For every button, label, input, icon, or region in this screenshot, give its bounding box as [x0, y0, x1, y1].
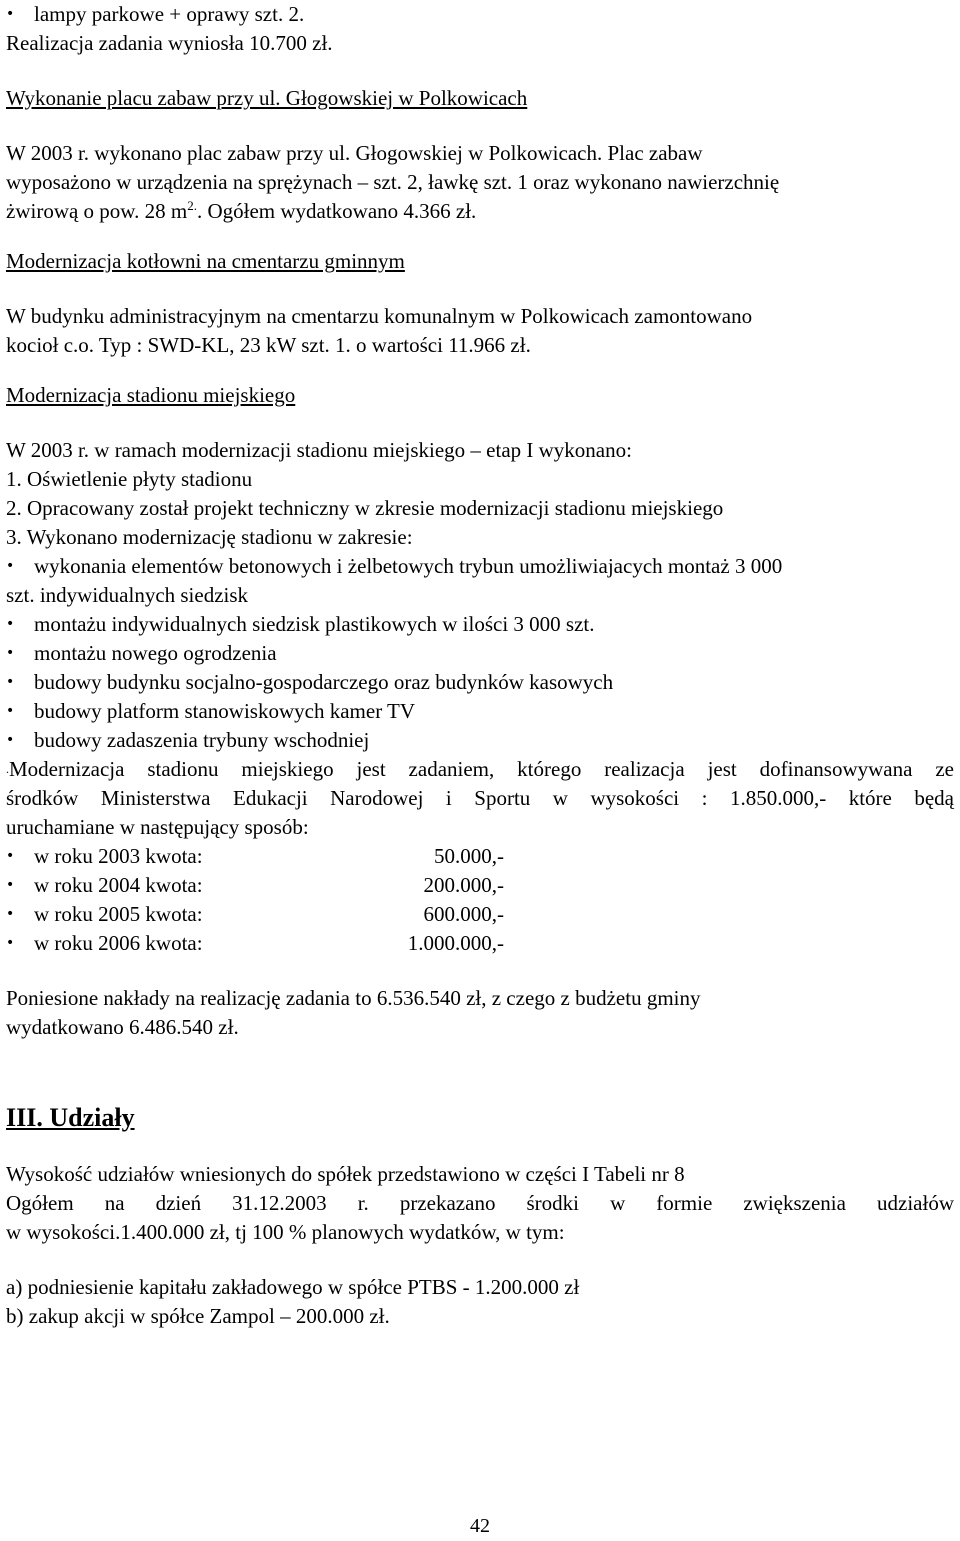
funding-dot: . — [6, 762, 9, 776]
list-item: • montażu nowego ogrodzenia — [6, 639, 954, 668]
shares-line-2: Ogółem na dzień 31.12.2003 r. przekazano środki w formie zwiększenia udziałów — [6, 1191, 954, 1215]
list-item: • budowy zadaszenia trybuny wschodniej — [6, 726, 954, 755]
boiler-heading: Modernizacja kotłowni na cmentarzu gminnym — [6, 249, 405, 273]
payment-label: • w roku 2006 kwota: — [34, 931, 203, 955]
shares-item-b: b) zakup akcji w spółce Zampol – 200.000 zł. — [6, 1304, 390, 1328]
numbered-item-2: 2. Opracowany został projekt techniczny w zkresie modernizacji stadionu miejskiego — [6, 496, 724, 520]
scope-item-continuation: szt. indywidualnych siedzisk — [6, 583, 249, 607]
payment-amount: 600.000,- — [423, 902, 504, 926]
payment-label: • w roku 2005 kwota: — [34, 902, 203, 926]
stadium-heading: Modernizacja stadionu miejskiego — [6, 383, 296, 407]
payment-amount: 1.000.000,- — [407, 931, 504, 955]
payment-label: • w roku 2004 kwota: — [34, 873, 203, 897]
playground-line-3-a: żwirową o pow. 28 m — [6, 199, 188, 223]
funding-line-1-text: Modernizacja stadionu miejskiego jest zadaniem, którego realizacja jest dofinansowywana ze — [9, 757, 954, 781]
numbered-item-1: 1. Oświetlenie płyty stadionu — [6, 467, 253, 491]
playground-line-1: W 2003 r. wykonano plac zabaw przy ul. Głogowskiej w Polkowicach. Plac zabaw — [6, 141, 703, 165]
costs-line-1: Poniesione nakłady na realizację zadania to 6.536.540 zł, z czego z budżetu gminy — [6, 986, 701, 1010]
list-item: • lampy parkowe + oprawy szt. 2. — [6, 0, 954, 29]
scope-bullet-list — [6, 552, 954, 755]
stadium-intro: W 2003 r. w ramach modernizacji stadionu miejskiego – etap I wykonano: — [6, 438, 632, 462]
funding-line-2: środków Ministerstwa Edukacji Narodowej i Sportu w wysokości : 1.850.000,- które będą — [6, 786, 954, 810]
page-number: 42 — [470, 1515, 490, 1537]
payment-row — [6, 871, 954, 900]
scope-item-text: wykonania elementów betonowych i żelbetowych trybun umożliwiajacych montaż 3 000 — [34, 554, 783, 578]
funding-line-1 — [6, 755, 954, 784]
shares-line-3: w wysokości.1.400.000 zł, tj 100 % planowych wydatków, w tym: — [6, 1220, 565, 1244]
shares-item-a: a) podniesienie kapitału zakładowego w spółce PTBS - 1.200.000 zł — [6, 1275, 580, 1299]
payment-amount: 50.000,- — [434, 844, 504, 868]
shares-line-1: Wysokość udziałów wniesionych do spółek przedstawiono w części I Tabeli nr 8 — [6, 1162, 685, 1186]
shares-heading: III. Udziały — [6, 1103, 135, 1132]
playground-line-2: wyposażono w urządzenia na sprężynach – szt. 2, ławkę szt. 1 oraz wykonano nawierzchnię — [6, 170, 780, 194]
boiler-line-1: W budynku administracyjnym na cmentarzu komunalnym w Polkowicach zamontowano — [6, 304, 753, 328]
boiler-line-2: kocioł c.o. Typ : SWD-KL, 23 kW szt. 1. o wartości 11.966 zł. — [6, 333, 531, 357]
funding-line-3: uruchamiane w następujący sposób: — [6, 815, 309, 839]
payment-row — [6, 900, 954, 929]
playground-line-3-b: . Ogółem wydatkowano 4.366 zł. — [196, 199, 477, 223]
payment-row — [6, 929, 954, 958]
payments-list — [6, 842, 954, 958]
payment-row — [6, 842, 954, 871]
superscript: 2. — [187, 198, 197, 213]
list-item: • budowy budynku socjalno-gospodarczego oraz budynków kasowych — [6, 668, 954, 697]
playground-heading: Wykonanie placu zabaw przy ul. Głogowskiej w Polkowicach — [6, 86, 528, 110]
top-bullet-list — [6, 0, 954, 29]
list-item: • budowy platform stanowiskowych kamer TV — [6, 697, 954, 726]
document-page — [6, 0, 954, 1331]
numbered-item-3: 3. Wykonano modernizację stadionu w zakresie: — [6, 525, 413, 549]
list-item: • montażu indywidualnych siedzisk plastikowych w ilości 3 000 szt. — [6, 610, 954, 639]
playground-line-3 — [6, 197, 954, 226]
list-item — [6, 552, 954, 610]
payment-label: • w roku 2003 kwota: — [34, 844, 203, 868]
top-summary: Realizacja zadania wyniosła 10.700 zł. — [6, 31, 333, 55]
costs-line-2: wydatkowano 6.486.540 zł. — [6, 1015, 239, 1039]
payment-amount: 200.000,- — [423, 873, 504, 897]
